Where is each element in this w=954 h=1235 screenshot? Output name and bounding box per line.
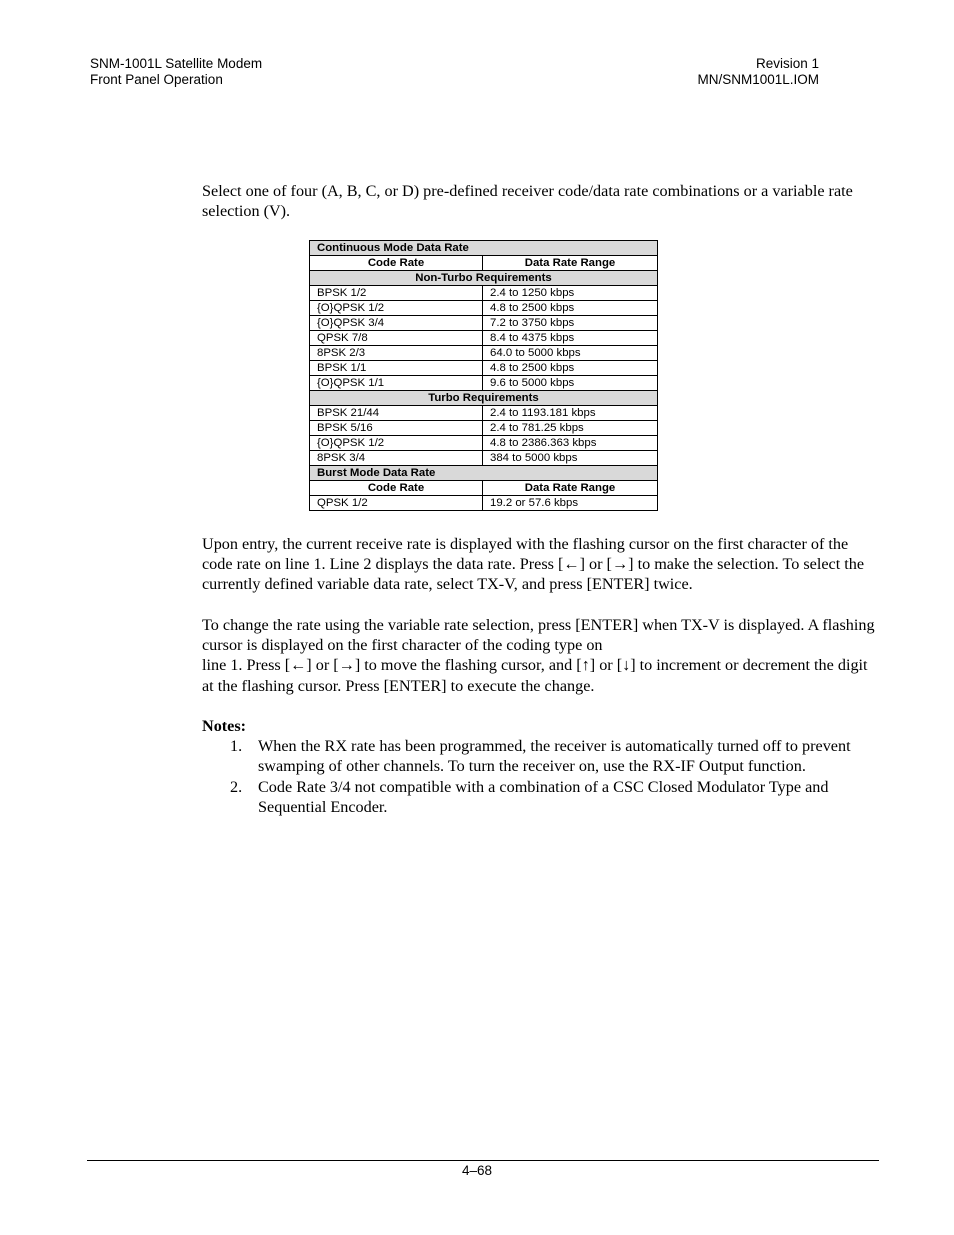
code-rate-cell: 8PSK 2/3 — [310, 346, 483, 361]
code-rate-cell: BPSK 1/1 — [310, 361, 483, 376]
table-row — [310, 346, 658, 361]
receive-rate-paragraph: Upon entry, the current receive rate is displayed with the flashing cursor on the first character of the code rate on line 1. Line 2 displays the data rate. Press [←] or [→] to make the selection. To select the currently defined variable data rate, select TX-V, and press [ENTER] twice. — [202, 535, 865, 594]
data-rate-cell: 384 to 5000 kbps — [483, 451, 658, 466]
note-number: 1. — [230, 737, 243, 756]
data-rate-cell: 7.2 to 3750 kbps — [483, 316, 658, 331]
header-doc-title: SNM-1001L Satellite Modem — [90, 56, 263, 71]
continuous-mode-title: Continuous Mode Data Rate — [310, 241, 658, 256]
page-header-right — [697, 56, 819, 88]
header-revision: Revision 1 — [755, 56, 819, 71]
table-row — [310, 331, 658, 346]
data-rate-table — [309, 240, 658, 511]
note-item — [230, 777, 877, 817]
code-rate-cell: {O}QPSK 1/2 — [310, 301, 483, 316]
turbo-title: Turbo Requirements — [310, 391, 658, 406]
data-rate-cell: 2.4 to 1250 kbps — [483, 286, 658, 301]
table-header-row — [310, 256, 658, 271]
variable-rate-paragraph — [202, 615, 877, 696]
data-rate-cell: 4.8 to 2500 kbps — [483, 301, 658, 316]
table-row — [310, 376, 658, 391]
table-header-row — [310, 481, 658, 496]
code-rate-cell: QPSK 7/8 — [310, 331, 483, 346]
table-row — [310, 301, 658, 316]
footer-rule — [87, 1160, 879, 1161]
table-row — [310, 436, 658, 451]
data-rate-cell: 64.0 to 5000 kbps — [483, 346, 658, 361]
table-row — [310, 421, 658, 436]
table-row — [310, 361, 658, 376]
code-rate-cell: {O}QPSK 1/2 — [310, 436, 483, 451]
table-row — [310, 286, 658, 301]
notes-title: Notes: — [202, 717, 247, 735]
note-text: Code Rate 3/4 not compatible with a combination of a CSC Closed Modulator Type and Sequential Encoder. — [258, 777, 829, 816]
page-header-left — [90, 56, 262, 88]
data-rate-cell: 4.8 to 2386.363 kbps — [483, 436, 658, 451]
data-rate-header: Data Rate Range — [483, 256, 658, 271]
note-number: 2. — [230, 777, 243, 796]
table-row — [310, 406, 658, 421]
non-turbo-title: Non-Turbo Requirements — [310, 271, 658, 286]
code-rate-cell: 8PSK 3/4 — [310, 451, 483, 466]
data-rate-cell: 9.6 to 5000 kbps — [483, 376, 658, 391]
table-subsection-row — [310, 391, 658, 406]
code-rate-cell: BPSK 21/44 — [310, 406, 483, 421]
header-section-title: Front Panel Operation — [90, 72, 223, 87]
table-row — [310, 496, 658, 511]
intro-paragraph: Select one of four (A, B, C, or D) pre-defined receiver code/data rate combinations or a variable rate selection (V). — [202, 182, 853, 221]
notes-section — [202, 716, 877, 817]
code-rate-header: Code Rate — [310, 481, 483, 496]
code-rate-cell: {O}QPSK 1/1 — [310, 376, 483, 391]
table-row — [310, 316, 658, 331]
code-rate-cell: QPSK 1/2 — [310, 496, 483, 511]
data-rate-cell: 8.4 to 4375 kbps — [483, 331, 658, 346]
table-subsection-row — [310, 271, 658, 286]
header-doc-number: MN/SNM1001L.IOM — [697, 72, 819, 87]
page-number: 4–68 — [461, 1163, 493, 1178]
table-section-row — [310, 466, 658, 481]
table-section-row — [310, 241, 658, 256]
burst-mode-title: Burst Mode Data Rate — [310, 466, 658, 481]
data-rate-cell: 19.2 or 57.6 kbps — [483, 496, 658, 511]
note-text: When the RX rate has been programmed, the receiver is automatically turned off to prevent swamping of other channels. To turn the receiver on, use the RX-IF Output function. — [258, 737, 851, 776]
data-rate-cell: 2.4 to 1193.181 kbps — [483, 406, 658, 421]
code-rate-header: Code Rate — [310, 256, 483, 271]
code-rate-cell: {O}QPSK 3/4 — [310, 316, 483, 331]
data-rate-header: Data Rate Range — [483, 481, 658, 496]
table-row — [310, 451, 658, 466]
note-item — [230, 736, 877, 776]
code-rate-cell: BPSK 5/16 — [310, 421, 483, 436]
data-rate-cell: 2.4 to 781.25 kbps — [483, 421, 658, 436]
data-rate-cell: 4.8 to 2500 kbps — [483, 361, 658, 376]
variable-rate-line2: line 1. Press [←] or [→] to move the flashing cursor, and [↑] or [↓] to increment or decrement the digit at the flashing cursor. Press [ENTER] to execute the change. — [202, 656, 868, 695]
code-rate-cell: BPSK 1/2 — [310, 286, 483, 301]
variable-rate-line1: To change the rate using the variable rate selection, press [ENTER] when TX-V is displayed. A flashing cursor is displayed on the first character of the coding type on — [202, 616, 875, 655]
